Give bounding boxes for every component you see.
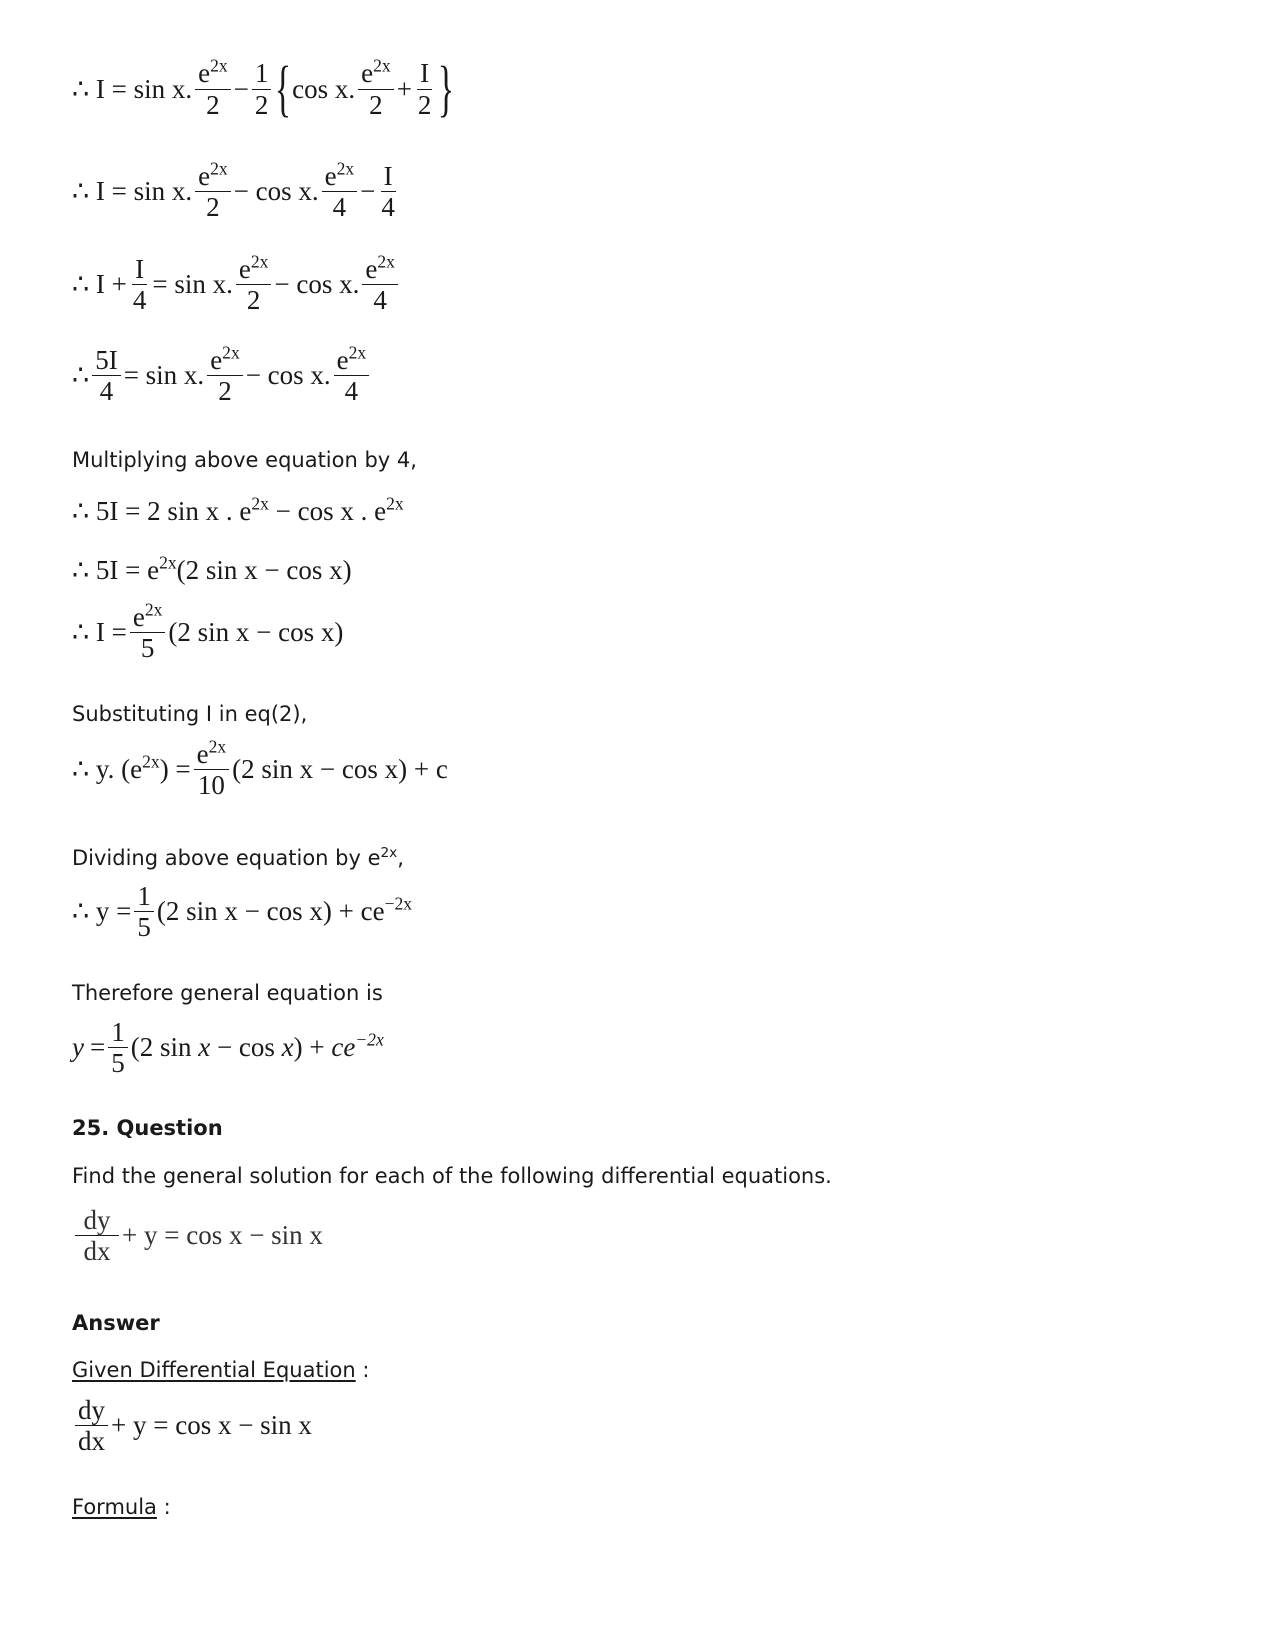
- equation-10: y = $\frac{1}{5}$ (2 $\sin x - \cos x) + ce^{-2x}$: [72, 1017, 384, 1079]
- equation-3: ∴ I + $\frac{I}{4}$ = sin x. $\frac{e^{2x}}{2}$ − cos x. $\frac{e^{2x}}{4}$: [72, 255, 401, 315]
- equation-8: ∴ y. $(e^{2x})$ = $\frac{e^{2x}}{10}$ (2 sin x − cos x) + c: [72, 736, 448, 801]
- equation-1: ∴ I = sin x. $\frac{e^{2x}}{2}$ − $\frac{1}{2}$ { cos x. $\frac{e^{2x}}{2}$ + $\frac{I}{2}$ }: [72, 55, 455, 123]
- fraction: $\frac{1}{2}$: [252, 59, 272, 119]
- equation-2: ∴ I = sin x. $\frac{e^{2x}}{2}$ − cos x. $\frac{e^{2x}}{4}$ − $\frac{I}{4}$: [72, 158, 395, 223]
- therefore-text: Therefore general equation is: [72, 981, 383, 1005]
- given-differential-equation-label: Given Differential Equation: [72, 1358, 356, 1382]
- formula-label: Formula :: [72, 1495, 171, 1519]
- answer-heading: Answer: [72, 1311, 160, 1335]
- question-body: Find the general solution for each of the following differential equations.: [72, 1164, 832, 1188]
- equation-6: ∴ $5I = e^{2x}(2$ sin x − cos x): [72, 552, 352, 585]
- fraction: $\frac{e^{2x}}{2}$: [358, 59, 394, 119]
- equation-9: ∴ y = $\frac{1}{5}$ (2 $\sin x - \cos x) + ce^{-2x}$: [72, 881, 412, 943]
- given-label: Given Differential Equation :: [72, 1358, 370, 1382]
- equation-7: ∴ I = $\frac{e^{2x}}{5}$ (2 sin x − cos x): [72, 599, 344, 664]
- question-heading: 25. Question: [72, 1116, 223, 1140]
- fraction: $\frac{I}{2}$: [417, 58, 432, 120]
- equation-4: ∴ $\frac{5I}{4}$ = sin x. $\frac{e^{2x}}{2}$ − cos x. $\frac{e^{2x}}{4}$: [72, 346, 372, 406]
- substituting-text: Substituting I in eq(2),: [72, 702, 308, 726]
- equation-5: ∴ 5I = 2 sin x . $e^{2x} - \cos x$ . $e^{2x}$: [72, 493, 404, 526]
- equation-11: $\frac{dy}{dx}$ + y = cos x − sin x: [72, 1206, 323, 1266]
- equation-12: $\frac{dy}{dx}$ + y = cos x − sin x: [72, 1396, 312, 1456]
- multiplying-text: Multiplying above equation by 4,: [72, 448, 417, 472]
- dividing-text: Dividing above equation by $e^{2x}$,: [72, 844, 404, 870]
- fraction: $\frac{e^{2x}}{2}$: [195, 59, 231, 119]
- therefore-sign: ∴ I = sin x.: [72, 73, 193, 104]
